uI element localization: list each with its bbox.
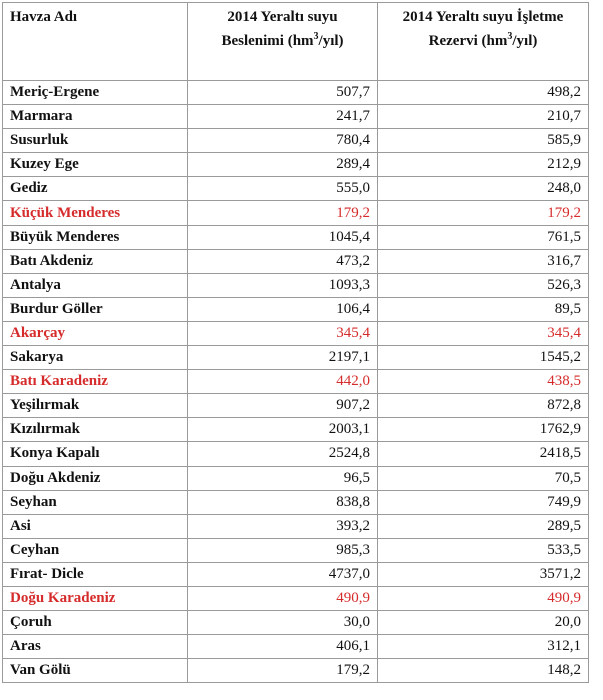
basin-name-cell: Susurluk <box>3 129 188 153</box>
recharge-cell: 907,2 <box>188 394 378 418</box>
groundwater-table-container <box>2 2 588 683</box>
reserve-cell: 70,5 <box>378 466 589 490</box>
recharge-cell: 442,0 <box>188 370 378 394</box>
reserve-cell: 526,3 <box>378 273 589 297</box>
reserve-cell: 89,5 <box>378 297 589 321</box>
basin-name-cell: Kuzey Ege <box>3 153 188 177</box>
recharge-cell: 2197,1 <box>188 346 378 370</box>
basin-name-cell: Asi <box>3 514 188 538</box>
basin-name-cell: Batı Akdeniz <box>3 249 188 273</box>
header-reserve-tail: /yıl) <box>512 33 538 49</box>
header-reserve-line2: Rezervi (hm <box>428 33 508 49</box>
reserve-cell: 248,0 <box>378 177 589 201</box>
basin-name-cell: Gediz <box>3 177 188 201</box>
basin-name-cell: Büyük Menderes <box>3 225 188 249</box>
basin-name-cell: Fırat- Dicle <box>3 562 188 586</box>
table-row <box>3 418 589 442</box>
table-row <box>3 586 589 610</box>
table-row <box>3 129 589 153</box>
header-reserve-sup: 3 <box>507 31 513 42</box>
basin-name-cell: Doğu Karadeniz <box>3 586 188 610</box>
table-row <box>3 514 589 538</box>
basin-name-cell: Seyhan <box>3 490 188 514</box>
recharge-cell: 838,8 <box>188 490 378 514</box>
recharge-cell: 179,2 <box>188 659 378 683</box>
recharge-cell: 96,5 <box>188 466 378 490</box>
reserve-cell: 179,2 <box>378 201 589 225</box>
recharge-cell: 473,2 <box>188 249 378 273</box>
reserve-cell: 872,8 <box>378 394 589 418</box>
basin-name-cell: Küçük Menderes <box>3 201 188 225</box>
header-recharge-line1: 2014 Yeraltı suyu <box>227 9 338 25</box>
reserve-cell: 148,2 <box>378 659 589 683</box>
table-row <box>3 297 589 321</box>
recharge-cell: 106,4 <box>188 297 378 321</box>
table-row <box>3 81 589 105</box>
reserve-cell: 533,5 <box>378 538 589 562</box>
reserve-cell: 490,9 <box>378 586 589 610</box>
table-row <box>3 466 589 490</box>
header-basin-name-text: Havza Adı <box>10 9 78 25</box>
header-recharge-line2: Beslenimi (hm <box>221 33 314 49</box>
reserve-cell: 1545,2 <box>378 346 589 370</box>
basin-name-cell: Kızılırmak <box>3 418 188 442</box>
reserve-cell: 212,9 <box>378 153 589 177</box>
basin-name-cell: Meriç-Ergene <box>3 81 188 105</box>
basin-name-cell: Batı Karadeniz <box>3 370 188 394</box>
table-row <box>3 562 589 586</box>
basin-name-cell: Ceyhan <box>3 538 188 562</box>
basin-name-cell: Aras <box>3 635 188 659</box>
recharge-cell: 393,2 <box>188 514 378 538</box>
basin-name-cell: Marmara <box>3 105 188 129</box>
basin-name-cell: Konya Kapalı <box>3 442 188 466</box>
recharge-cell: 2003,1 <box>188 418 378 442</box>
table-row <box>3 346 589 370</box>
recharge-cell: 345,4 <box>188 321 378 345</box>
recharge-cell: 241,7 <box>188 105 378 129</box>
recharge-cell: 1045,4 <box>188 225 378 249</box>
table-row <box>3 321 589 345</box>
header-reserve <box>378 3 589 81</box>
header-recharge-tail: /yıl) <box>318 33 344 49</box>
recharge-cell: 555,0 <box>188 177 378 201</box>
table-row <box>3 249 589 273</box>
table-row <box>3 394 589 418</box>
recharge-cell: 780,4 <box>188 129 378 153</box>
recharge-cell: 2524,8 <box>188 442 378 466</box>
reserve-cell: 289,5 <box>378 514 589 538</box>
reserve-cell: 585,9 <box>378 129 589 153</box>
reserve-cell: 1762,9 <box>378 418 589 442</box>
table-row <box>3 201 589 225</box>
table-row <box>3 273 589 297</box>
reserve-cell: 761,5 <box>378 225 589 249</box>
table-row <box>3 490 589 514</box>
recharge-cell: 179,2 <box>188 201 378 225</box>
table-row <box>3 635 589 659</box>
basin-name-cell: Yeşilırmak <box>3 394 188 418</box>
reserve-cell: 316,7 <box>378 249 589 273</box>
recharge-cell: 985,3 <box>188 538 378 562</box>
groundwater-table <box>2 2 589 683</box>
table-row <box>3 153 589 177</box>
reserve-cell: 20,0 <box>378 611 589 635</box>
basin-name-cell: Van Gölü <box>3 659 188 683</box>
table-header-row <box>3 3 589 81</box>
table-row <box>3 225 589 249</box>
basin-name-cell: Sakarya <box>3 346 188 370</box>
reserve-cell: 438,5 <box>378 370 589 394</box>
reserve-cell: 2418,5 <box>378 442 589 466</box>
reserve-cell: 749,9 <box>378 490 589 514</box>
basin-name-cell: Çoruh <box>3 611 188 635</box>
recharge-cell: 4737,0 <box>188 562 378 586</box>
recharge-cell: 406,1 <box>188 635 378 659</box>
table-row <box>3 177 589 201</box>
reserve-cell: 312,1 <box>378 635 589 659</box>
table-row <box>3 442 589 466</box>
header-recharge <box>188 3 378 81</box>
header-basin-name <box>3 3 188 81</box>
reserve-cell: 498,2 <box>378 81 589 105</box>
recharge-cell: 507,7 <box>188 81 378 105</box>
reserve-cell: 3571,2 <box>378 562 589 586</box>
recharge-cell: 289,4 <box>188 153 378 177</box>
table-row <box>3 538 589 562</box>
basin-name-cell: Antalya <box>3 273 188 297</box>
header-reserve-line1: 2014 Yeraltı suyu İşletme <box>402 9 564 25</box>
table-row <box>3 370 589 394</box>
table-row <box>3 105 589 129</box>
table-body <box>3 81 589 683</box>
table-row <box>3 659 589 683</box>
recharge-cell: 1093,3 <box>188 273 378 297</box>
table-row <box>3 611 589 635</box>
reserve-cell: 345,4 <box>378 321 589 345</box>
basin-name-cell: Doğu Akdeniz <box>3 466 188 490</box>
recharge-cell: 30,0 <box>188 611 378 635</box>
basin-name-cell: Burdur Göller <box>3 297 188 321</box>
basin-name-cell: Akarçay <box>3 321 188 345</box>
reserve-cell: 210,7 <box>378 105 589 129</box>
header-recharge-sup: 3 <box>313 31 319 42</box>
recharge-cell: 490,9 <box>188 586 378 610</box>
